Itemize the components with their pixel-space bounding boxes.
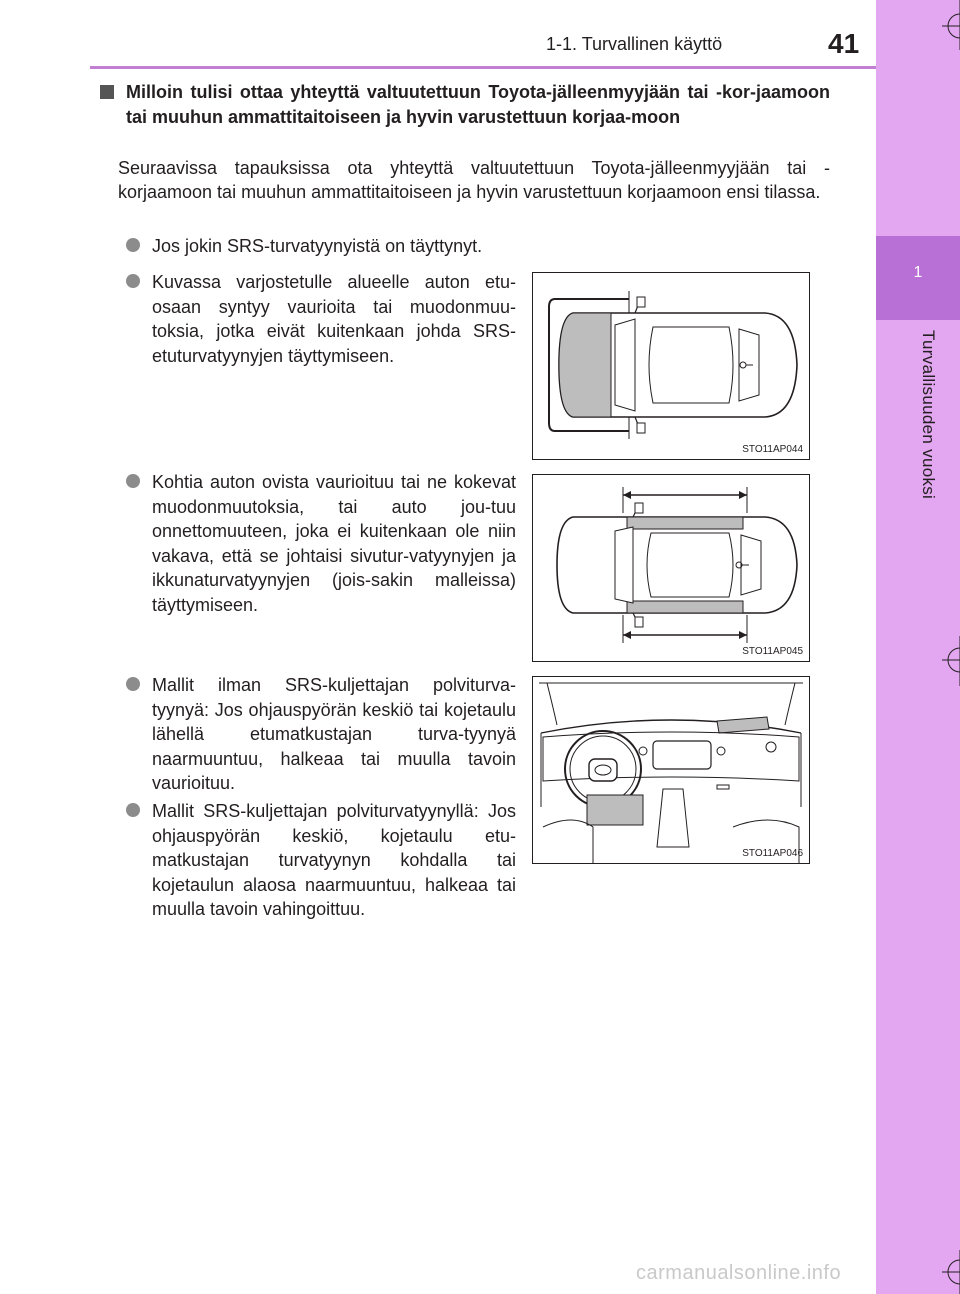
figure-code: STO11AP044 bbox=[742, 444, 803, 455]
bullet-icon bbox=[126, 274, 140, 288]
list-item bbox=[126, 470, 516, 617]
crop-mark-bottom bbox=[936, 1250, 960, 1294]
list-item-text: Kohtia auton ovista vaurioituu tai ne kokevat muodonmuutoksia, tai auto jou-tuu onnettomuuteen, joka ei kuitenkaan ole niin vakava, että se johtaisi sivutur-vatyynyjen ja ikkunaturvatyynyjen (jois-sakin malleissa) täyttymiseen. bbox=[152, 472, 516, 615]
bullet-icon bbox=[126, 238, 140, 252]
car-top-view-doors-illustration bbox=[533, 475, 809, 661]
figure-code: STO11AP045 bbox=[742, 646, 803, 657]
bullet-icon bbox=[126, 677, 140, 691]
section-title: 1-1. Turvallinen käyttö bbox=[546, 34, 723, 54]
list-item-text: Mallit ilman SRS-kuljettajan polviturva-tyynyä: Jos ohjauspyörän keskiö tai kojetaulu lähellä etumatkustajan turva-tyynyä naarmuuntuu, halkeaa tai muulla tavoin vaurioituu. bbox=[152, 675, 516, 793]
figure-front-damage bbox=[532, 272, 810, 460]
list-item-text: Mallit SRS-kuljettajan polviturvatyynyllä: Jos ohjauspyörän keskiö, kojetaulu etu-matkustajan turvatyynyn kohdalla tai kojetaulun alaosa naarmuuntuu, halkeaa tai muulla tavoin vahingoittuu. bbox=[152, 801, 516, 919]
intro-paragraph: Seuraavissa tapauksissa ota yhteyttä valtuutettuun Toyota-jälleenmyyjään tai -korjaamoon tai muuhun ammattitaitoiseen ja hyvin varustettuun korjaamoon ensi tilassa. bbox=[118, 158, 830, 202]
figure-door-damage bbox=[532, 474, 810, 662]
figure-dashboard-damage bbox=[532, 676, 810, 864]
dashboard-illustration bbox=[533, 677, 809, 863]
figure-code: STO11AP046 bbox=[742, 848, 803, 859]
list-item bbox=[126, 799, 516, 922]
watermark: carmanualsonline.info bbox=[636, 1262, 842, 1284]
bullet-icon bbox=[126, 803, 140, 817]
list-item-text: Kuvassa varjostetulle alueelle auton etu-osaan syntyy vaurioita tai muodonmuu-toksia, jotka eivät kuitenkaan johda SRS-etuturvatyynyjen täyttymiseen. bbox=[152, 272, 516, 366]
list-item bbox=[126, 270, 516, 368]
list-item bbox=[126, 234, 546, 259]
list-item-text: Jos jokin SRS-turvatyynyistä on täyttynyt. bbox=[152, 236, 483, 256]
heading-text: Milloin tulisi ottaa yhteyttä valtuutettuun Toyota-jälleenmyyjään tai -kor-jaamoon tai muuhun ammattitaitoiseen ja hyvin varustettuun korjaa-moon bbox=[126, 82, 830, 127]
section-heading bbox=[100, 80, 830, 130]
heading-square-icon bbox=[100, 85, 114, 99]
crop-mark-top bbox=[936, 0, 960, 50]
chapter-title: Turvallisuuden vuoksi bbox=[919, 330, 938, 500]
header-divider bbox=[90, 66, 876, 69]
crop-mark-middle bbox=[936, 636, 960, 686]
page-number: 41 bbox=[828, 28, 860, 59]
bullet-icon bbox=[126, 474, 140, 488]
car-top-view-front-illustration bbox=[533, 273, 809, 459]
list-item bbox=[126, 673, 516, 796]
chapter-number: 1 bbox=[913, 264, 923, 281]
